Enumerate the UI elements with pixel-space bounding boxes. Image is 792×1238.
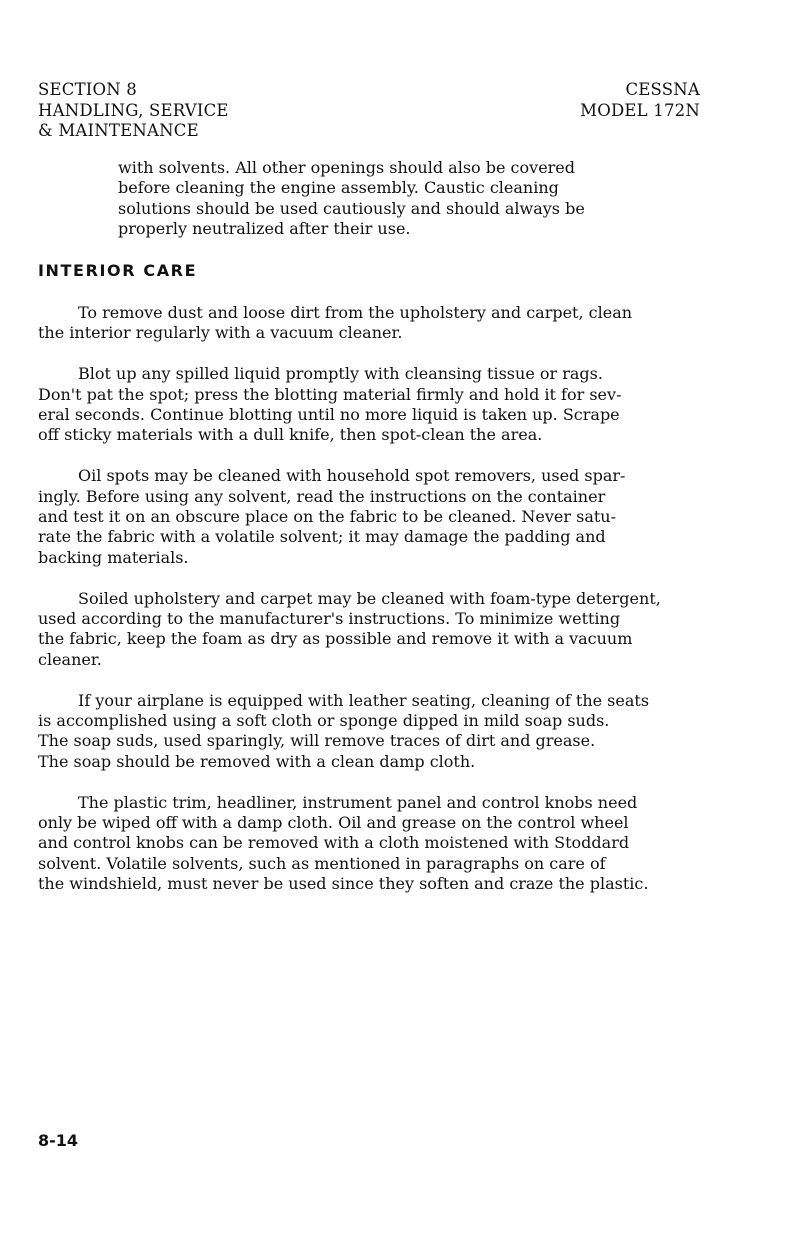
- paragraph: [38, 364, 718, 446]
- text-line: and test it on an obscure place on the fabric to be cleaned. Never satu-: [38, 507, 616, 527]
- text-line: only be wiped off with a damp cloth. Oil and grease on the control wheel: [38, 813, 629, 833]
- page-number: 8-14: [38, 1131, 79, 1150]
- manufacturer-header: [580, 80, 700, 121]
- text-line: solvent. Volatile solvents, such as mentioned in paragraphs on care of: [38, 853, 606, 873]
- text-line: backing materials.: [38, 547, 189, 567]
- text-line: properly neutralized after their use.: [118, 219, 411, 239]
- text-line: The soap suds, used sparingly, will remove traces of dirt and grease.: [38, 731, 596, 751]
- text-line: The plastic trim, headliner, instrument panel and control knobs need: [78, 792, 638, 812]
- text-line: Don't pat the spot; press the blotting material firmly and hold it for sev-: [38, 384, 622, 404]
- paragraph: [38, 589, 718, 671]
- text-line: eral seconds. Continue blotting until no more liquid is taken up. Scrape: [38, 405, 620, 425]
- text-line: the windshield, must never be used since they soften and craze the plastic.: [38, 874, 649, 894]
- text-line: the interior regularly with a vacuum cleaner.: [38, 323, 403, 343]
- section-heading: INTERIOR CARE: [38, 261, 198, 280]
- text-line: and control knobs can be removed with a cloth moistened with Stoddard: [38, 833, 630, 853]
- paragraph: [38, 793, 718, 895]
- text-line: The soap should be removed with a clean damp cloth.: [38, 751, 476, 771]
- body-text: [38, 303, 718, 915]
- text-line: solutions should be used cautiously and should always be: [118, 198, 585, 218]
- section-subtitle-line-2: & MAINTENANCE: [38, 121, 199, 140]
- paragraph: [38, 303, 718, 344]
- paragraph: [38, 691, 718, 773]
- section-header: [38, 80, 229, 142]
- text-line: ingly. Before using any solvent, read the instructions on the container: [38, 486, 606, 506]
- aircraft-model: MODEL 172N: [580, 100, 700, 120]
- text-line: off sticky materials with a dull knife, then spot-clean the area.: [38, 425, 543, 445]
- text-line: cleaner.: [38, 649, 102, 669]
- text-line: with solvents. All other openings should also be covered: [118, 158, 576, 177]
- text-line: Soiled upholstery and carpet may be cleaned with foam-type detergent,: [78, 588, 661, 608]
- text-line: the fabric, keep the foam as dry as possible and remove it with a vacuum: [38, 629, 633, 649]
- text-line: rate the fabric with a volatile solvent; it may damage the padding and: [38, 527, 606, 547]
- text-line: used according to the manufacturer's instructions. To minimize wetting: [38, 609, 621, 629]
- section-title: SECTION 8: [38, 80, 138, 99]
- manufacturer-name: CESSNA: [625, 80, 700, 99]
- text-line: is accomplished using a soft cloth or sponge dipped in mild soap suds.: [38, 711, 610, 731]
- continued-paragraph: [118, 158, 678, 240]
- text-line: If your airplane is equipped with leather seating, cleaning of the seats: [78, 690, 650, 710]
- text-line: before cleaning the engine assembly. Caustic cleaning: [118, 178, 559, 198]
- text-line: Oil spots may be cleaned with household spot removers, used spar-: [78, 466, 626, 486]
- section-subtitle-line-1: HANDLING, SERVICE: [38, 100, 229, 120]
- text-line: Blot up any spilled liquid promptly with cleansing tissue or rags.: [78, 364, 603, 384]
- paragraph: [38, 466, 718, 568]
- text-line: To remove dust and loose dirt from the upholstery and carpet, clean: [78, 303, 633, 322]
